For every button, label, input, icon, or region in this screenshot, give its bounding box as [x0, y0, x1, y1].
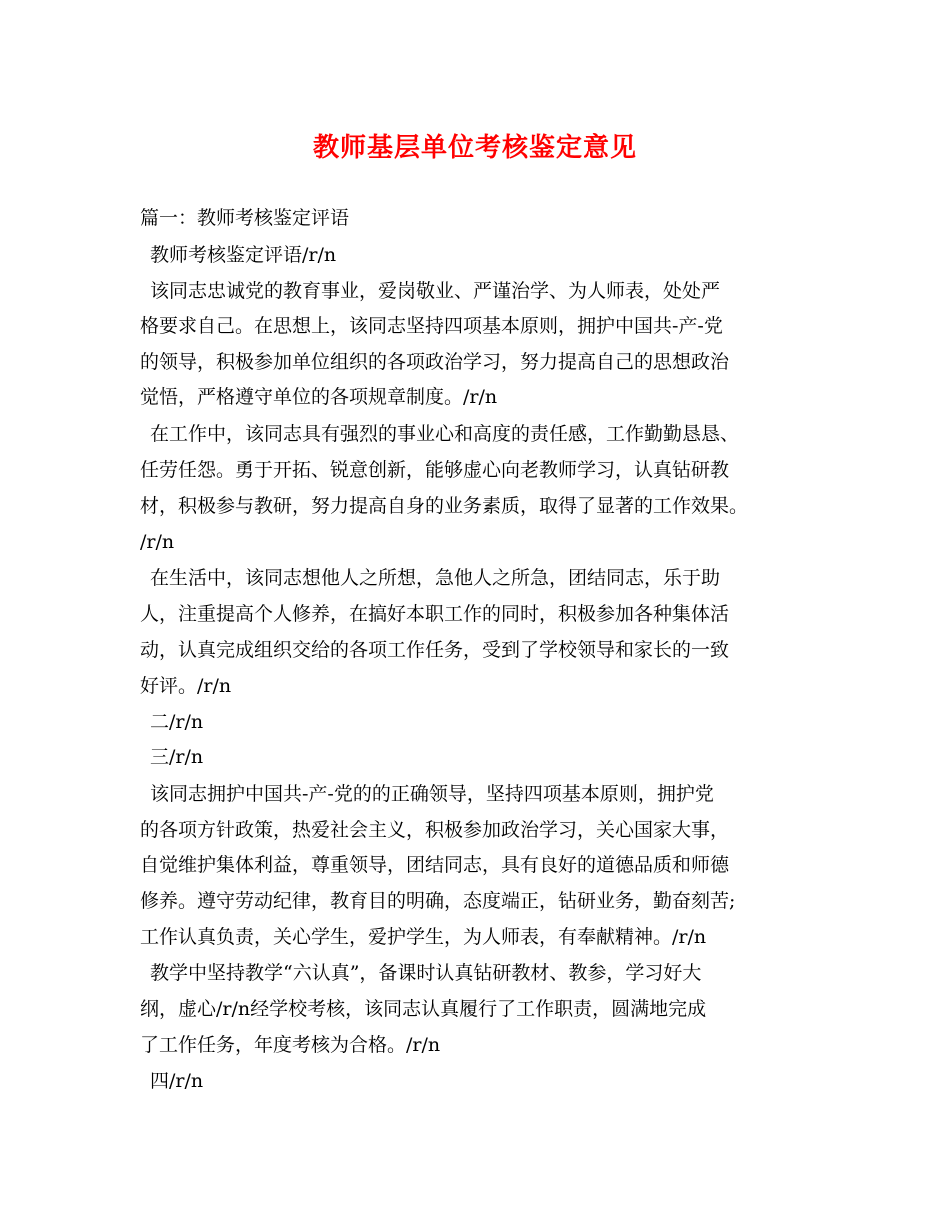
document-title: 教师基层单位考核鉴定意见	[312, 133, 637, 163]
paragraph-line: 教师考核鉴定评语/r/n	[150, 244, 337, 266]
paragraph-line: 教学中坚持教学“六认真”，备课时认真钻研教材、教参，学习好大	[150, 962, 702, 984]
paragraph-line: 自觉维护集体利益，尊重领导，团结同志，具有良好的道德品质和师德	[140, 854, 730, 876]
paragraph-line: 修养。遵守劳动纪律，教育目的明确，态度端正，钻研业务，勤奋刻苦;	[140, 890, 736, 912]
section-heading: 四/r/n	[150, 1070, 204, 1092]
paragraph-line: 任劳任怨。勇于开拓、锐意创新，能够虚心向老教师学习，认真钻研教	[140, 459, 730, 481]
paragraph-line: 好评。/r/n	[140, 675, 232, 697]
paragraph-line: 在工作中，该同志具有强烈的事业心和高度的责任感，工作勤勤恳恳、	[150, 423, 740, 445]
paragraph-line: 动，认真完成组织交给的各项工作任务，受到了学校领导和家长的一致	[140, 639, 730, 661]
section-heading: 二/r/n	[150, 711, 204, 733]
paragraph-line: 工作认真负责，关心学生，爱护学生，为人师表，有奉献精神。/r/n	[140, 926, 707, 948]
paragraph-line: 纲，虚心/r/n经学校考核，该同志认真履行了工作职责，圆满地完成	[140, 998, 707, 1020]
paragraph-line: 觉悟，严格遵守单位的各项规章制度。/r/n	[140, 386, 498, 408]
paragraph-line: 在生活中，该同志想他人之所想，急他人之所急，团结同志，乐于助	[150, 567, 721, 589]
paragraph-line: 材，积极参与教研，努力提高自身的业务素质，取得了显著的工作效果。	[140, 495, 749, 517]
paragraph-line: /r/n	[140, 531, 175, 553]
paragraph-line: 该同志拥护中国共-产-党的的正确领导，坚持四项基本原则，拥护党	[150, 783, 714, 805]
paragraph-line: 人，注重提高个人修养，在搞好本职工作的同时，积极参加各种集体活	[140, 603, 730, 625]
section-heading: 三/r/n	[150, 746, 204, 768]
paragraph-line: 了工作任务，年度考核为合格。/r/n	[140, 1034, 441, 1056]
paragraph-line: 该同志忠诚党的教育事业，爱岗敬业、严谨治学、为人师表，处处严	[150, 280, 721, 302]
paragraph-line: 格要求自己。在思想上，该同志坚持四项基本原则，拥护中国共-产-党	[140, 315, 723, 337]
section-heading: 篇一：教师考核鉴定评语	[140, 207, 350, 229]
paragraph-line: 的各项方针政策，热爱社会主义，积极参加政治学习，关心国家大事，	[140, 819, 730, 841]
paragraph-line: 的领导，积极参加单位组织的各项政治学习，努力提高自己的思想政治	[140, 351, 730, 373]
